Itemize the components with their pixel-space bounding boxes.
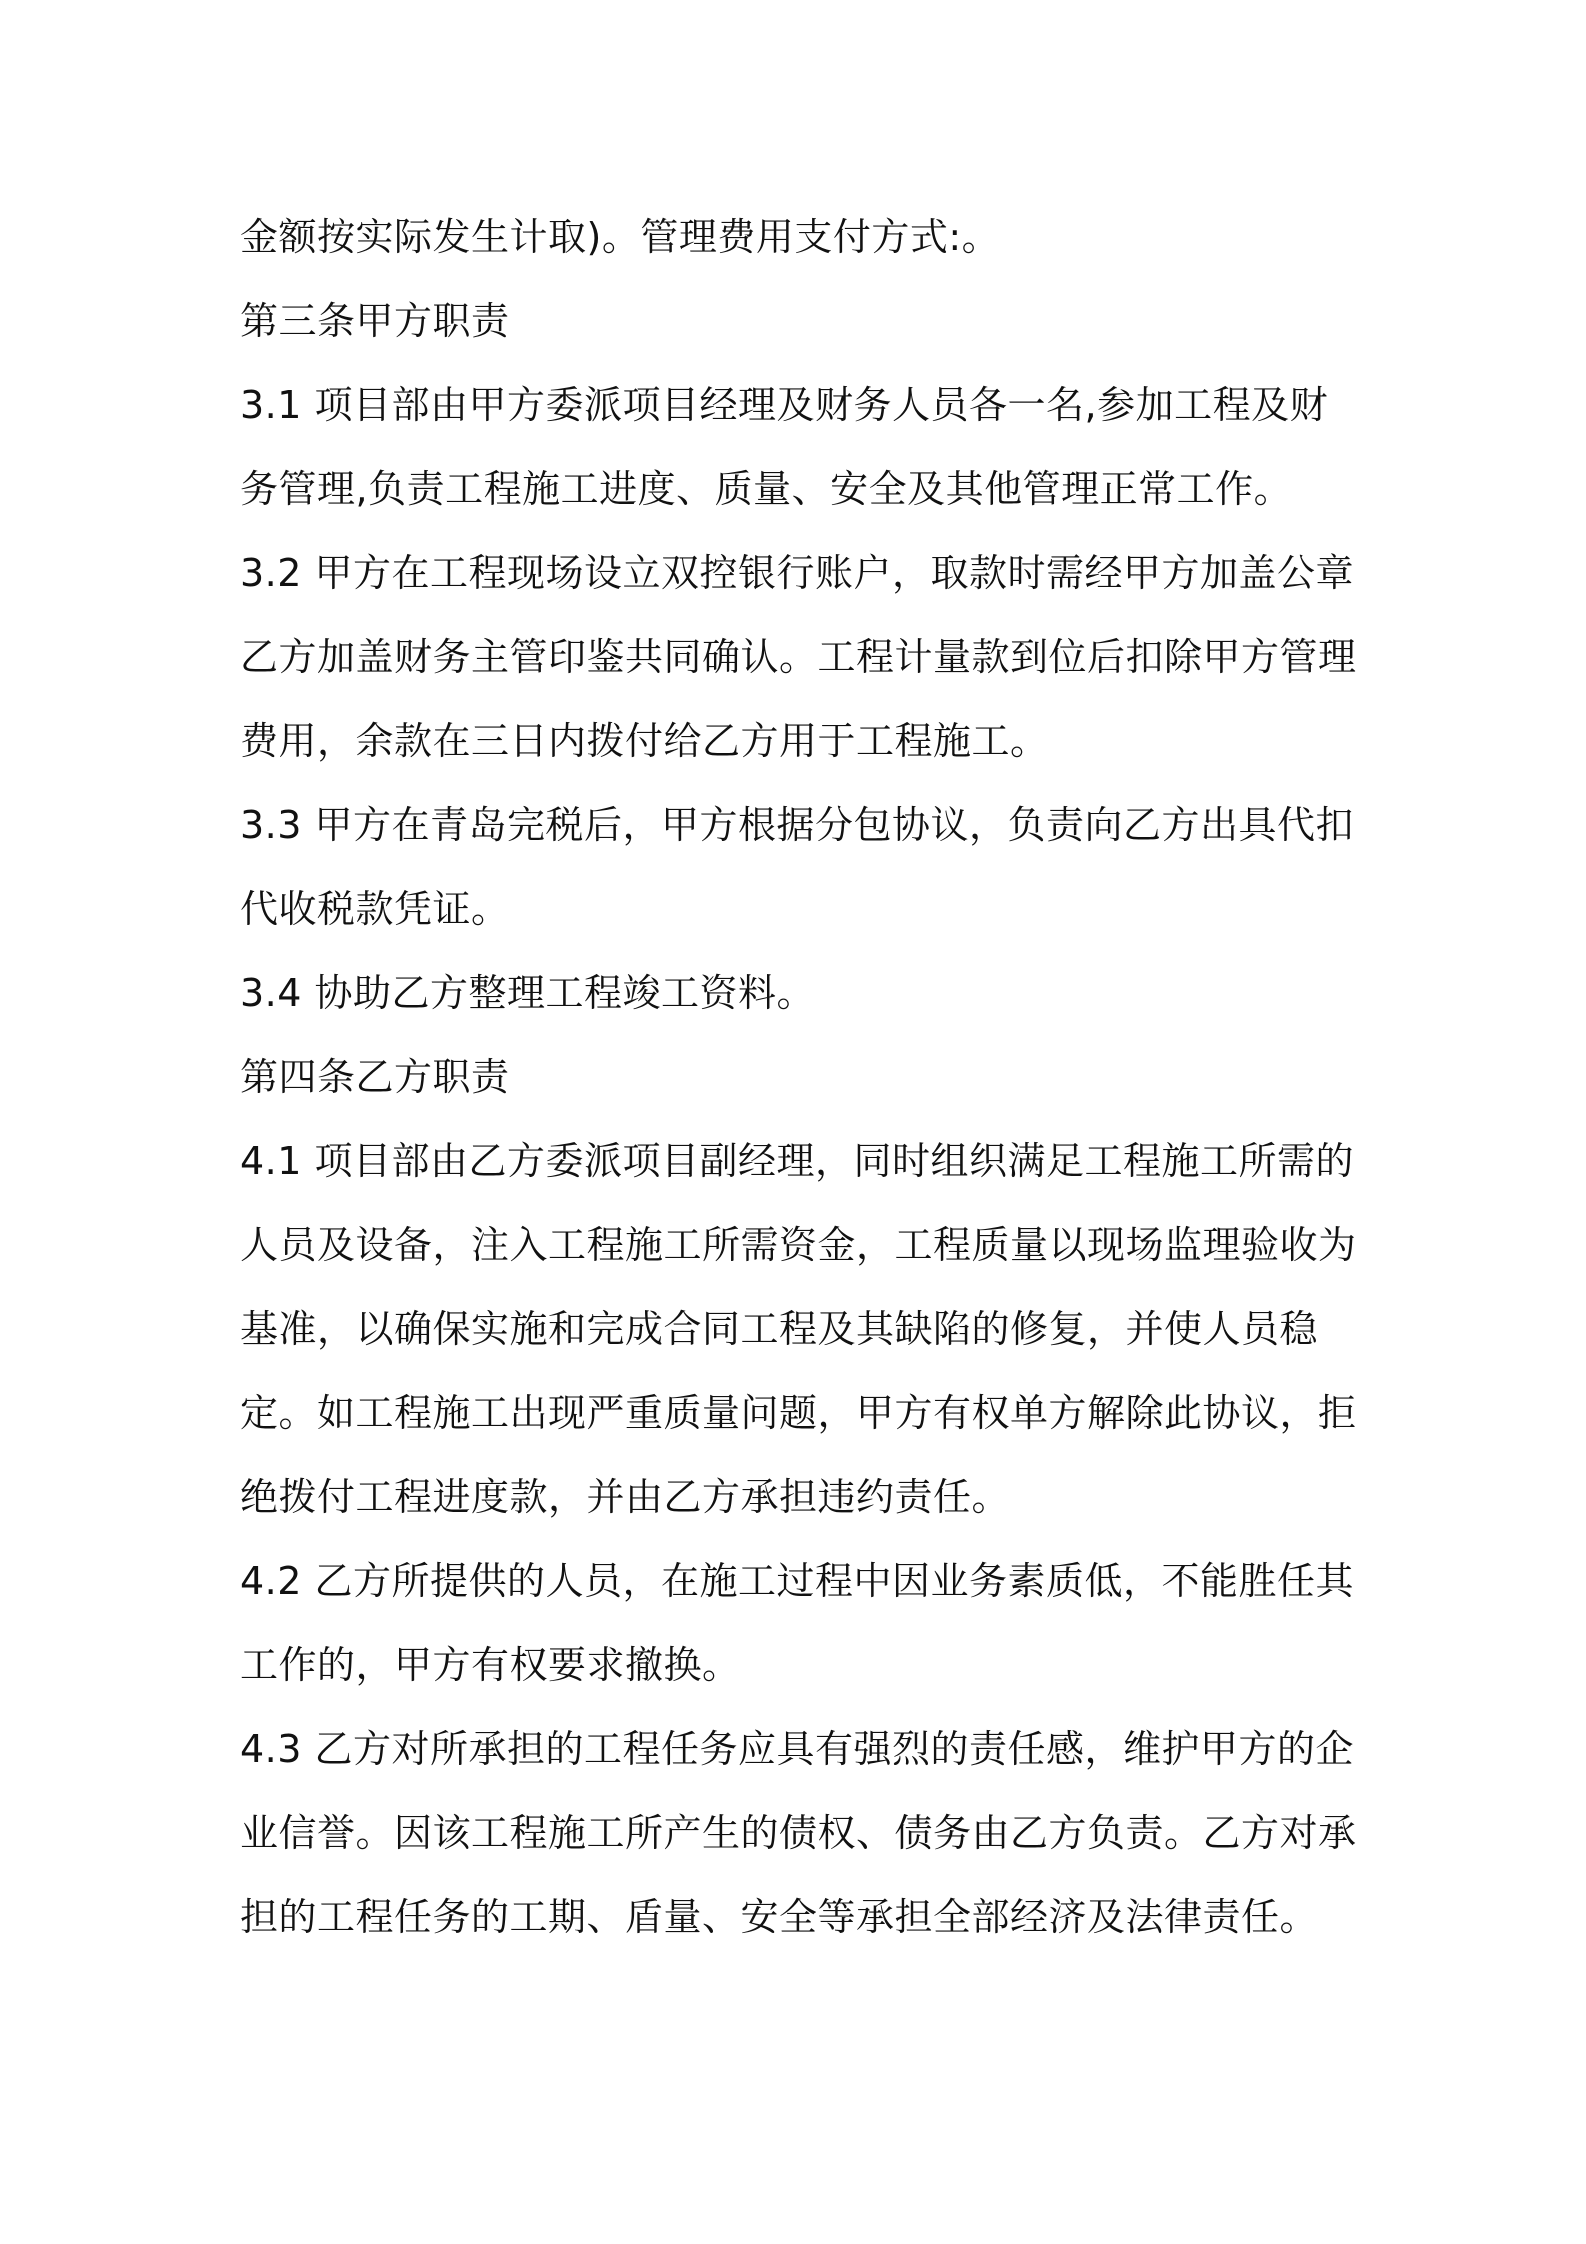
- clause-4-3: 4.3 乙方对所承担的工程任务应具有强烈的责任感，维护甲方的企业信誉。因该工程施工所产生的债权、债务由乙方负责。乙方对承担的工程任务的工期、盾量、安全等承担全部经济及法律责任。: [240, 1727, 1357, 1939]
- section-heading-article-3: 第三条甲方职责: [240, 299, 510, 343]
- clause-3-3: 3.3 甲方在青岛完税后，甲方根据分包协议，负责向乙方出具代扣代收税款凭证。: [240, 803, 1355, 931]
- document-body: [240, 195, 1360, 1959]
- clause-3-1: 3.1 项目部由甲方委派项目经理及财务人员各一名,参加工程及财务管理,负责工程施工进度、质量、安全及其他管理正常工作。: [240, 383, 1329, 511]
- clause-3-2: 3.2 甲方在工程现场设立双控银行账户，取款时需经甲方加盖公章乙方加盖财务主管印鉴共同确认。工程计量款到位后扣除甲方管理费用，余款在三日内拨付给乙方用于工程施工。: [240, 551, 1357, 763]
- paragraph-continuation: 金额按实际发生计取)。管理费用支付方式:。: [240, 215, 1001, 259]
- clause-4-1: 4.1 项目部由乙方委派项目副经理，同时组织满足工程施工所需的人员及设备，注入工程施工所需资金，工程质量以现场监理验收为基准，以确保实施和完成合同工程及其缺陷的修复，并使人员稳定。如工程施工出现严重质量问题，甲方有权单方解除此协议，拒绝拨付工程进度款，并由乙方承担违约责任。: [240, 1139, 1357, 1519]
- clause-4-2: 4.2 乙方所提供的人员，在施工过程中因业务素质低，不能胜任其工作的，甲方有权要求撤换。: [240, 1559, 1355, 1687]
- section-heading-article-4: 第四条乙方职责: [240, 1055, 510, 1099]
- clause-3-4: 3.4 协助乙方整理工程竣工资料。: [240, 971, 816, 1015]
